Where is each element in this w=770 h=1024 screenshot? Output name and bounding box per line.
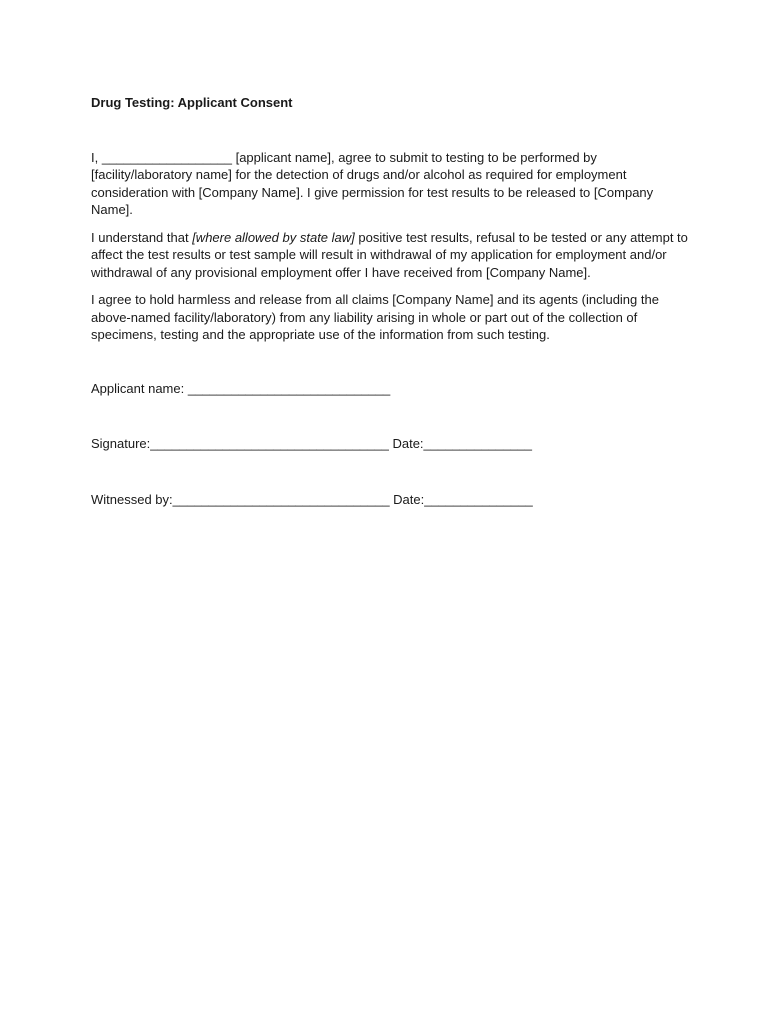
signature-date-line: Signature:_________________________________ Date:_______________ [91, 436, 532, 451]
witness-date-line: Witnessed by:______________________________ Date:_______________ [91, 491, 533, 507]
release-paragraph: I agree to hold harmless and release from all claims [Company Name] and its agents (including the above-named facility/laboratory) from any liability arising in whole or part out of the collection of specimens, testing and the appropriate use of the information from such testing. [91, 292, 659, 342]
document-title: Drug Testing: Applicant Consent [91, 95, 293, 110]
understanding-text-start: I understand that [91, 229, 193, 245]
consent-paragraph: I, __________________ [applicant name], agree to submit to testing to be performed by [facility/laboratory name] for the detection of drugs and/or alcohol as required for employment consideration with [Company Name]. I give permission for test results to be released to [Company Name]. [91, 149, 654, 217]
document-body [91, 94, 691, 508]
understanding-paragraph [91, 229, 691, 282]
state-law-note: [where allowed by state law] [192, 229, 355, 245]
applicant-name-line: Applicant name: ____________________________ [91, 380, 391, 396]
understanding-text-end: positive test results, refusal to be tested or any attempt to affect the test results or test sample will result in withdrawal of my application for employment and/or withdrawal of any provisional employment offer I have received from [Company Name]. [91, 229, 688, 280]
